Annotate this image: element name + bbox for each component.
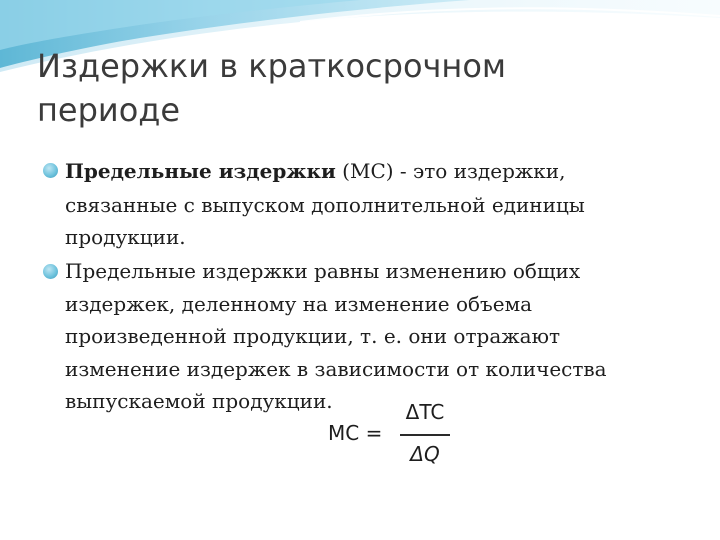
formula-fraction [398, 400, 452, 472]
slide-title-line-1: Издержки в краткосрочном [37, 47, 507, 85]
bullet-1-line-2: связанные с выпуском дополнительной единицы [65, 193, 585, 217]
bullet-1-line-1 [65, 158, 565, 184]
bullet-1-rest: (МС) - это издержки, [335, 159, 566, 183]
bullet-2-line-2: издержек, деленному на изменение объема [65, 292, 533, 316]
bullet-icon [43, 163, 58, 178]
bullet-1-line-3: продукции. [65, 225, 186, 249]
bullet-icon [43, 264, 58, 279]
formula-lhs: МС = [328, 421, 383, 445]
bullet-2-line-5: выпускаемой продукции. [65, 389, 333, 413]
bullet-2-line-1: Предельные издержки равны изменению общих [65, 259, 581, 283]
bullet-2-line-3: произведенной продукции, т. е. они отражают [65, 324, 561, 348]
fraction-bar [400, 434, 450, 436]
formula-denominator: ΔQ [410, 442, 440, 466]
slide-title-line-2: периоде [37, 91, 181, 129]
bullet-1-term: Предельные издержки [65, 159, 336, 183]
formula-numerator: ΔTC [405, 400, 445, 424]
bullet-2-line-4: изменение издержек в зависимости от количества [65, 357, 607, 381]
